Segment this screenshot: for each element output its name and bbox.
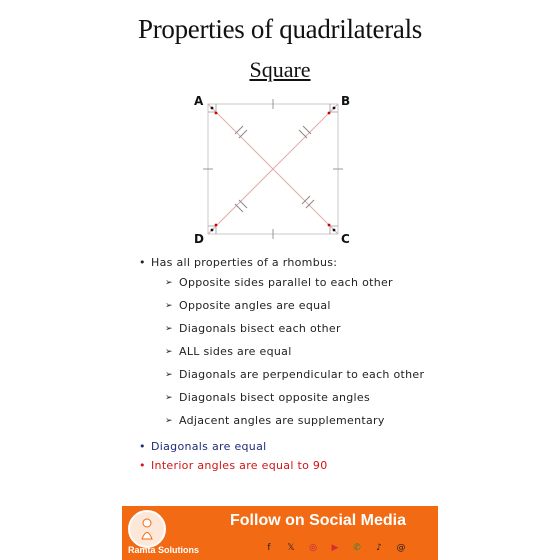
tiktok-icon[interactable]: ♪ xyxy=(376,543,382,553)
x-icon[interactable]: 𝕏 xyxy=(287,543,295,553)
sub-property: ➢ ALL sides are equal xyxy=(165,345,292,358)
facebook-icon[interactable]: f xyxy=(267,543,271,553)
arrow-bullet-icon: ➢ xyxy=(165,416,173,426)
property-rhombus xyxy=(137,256,424,428)
vertex-label-c: C xyxy=(341,232,350,246)
sub-property: ➢ Diagonals bisect each other xyxy=(165,322,341,335)
arrow-bullet-icon: ➢ xyxy=(165,393,173,403)
property-rhombus-label: Has all properties of a rhombus: xyxy=(151,256,338,269)
follow-heading: Follow on Social Media xyxy=(230,512,407,529)
social-icons-row xyxy=(258,543,412,553)
social-footer-banner xyxy=(122,506,438,560)
arrow-bullet-icon: ➢ xyxy=(165,370,173,380)
diagonal-tick-marks xyxy=(235,126,314,212)
ramta-logo-icon xyxy=(128,510,166,548)
properties-list xyxy=(137,256,424,473)
sub-property: ➢ Opposite angles are equal xyxy=(165,299,331,312)
sub-property: ➢ Adjacent angles are supplementary xyxy=(165,414,385,427)
vertex-label-b: B xyxy=(341,94,351,108)
property-interior-angles: • Interior angles are equal to 90 xyxy=(137,459,424,473)
page-subtitle: Square xyxy=(249,57,311,82)
property-diagonals-equal: • Diagonals are equal xyxy=(137,440,424,454)
arrow-bullet-icon: ➢ xyxy=(165,347,173,357)
page-title: Properties of quadrilaterals xyxy=(138,14,422,44)
pawn-icon xyxy=(130,512,164,546)
whatsapp-icon[interactable]: ✆ xyxy=(353,543,361,553)
sub-property: ➢ Diagonals are perpendicular to each other xyxy=(165,368,425,381)
sub-property: ➢ Opposite sides parallel to each other xyxy=(165,276,393,289)
brand-name: Ramta Solutions xyxy=(128,545,200,555)
vertex-label-a: A xyxy=(194,94,204,108)
arrow-bullet-icon: ➢ xyxy=(165,301,173,311)
threads-icon[interactable]: @ xyxy=(396,543,406,553)
vertex-label-d: D xyxy=(194,232,204,246)
youtube-icon[interactable]: ▶ xyxy=(331,543,339,553)
instagram-icon[interactable]: ◎ xyxy=(309,543,317,553)
arrow-bullet-icon: ➢ xyxy=(165,278,173,288)
rhombus-sub-list xyxy=(151,276,424,428)
sub-property: ➢ Diagonals bisect opposite angles xyxy=(165,391,371,404)
arrow-bullet-icon: ➢ xyxy=(165,324,173,334)
square-diagram xyxy=(185,88,370,248)
